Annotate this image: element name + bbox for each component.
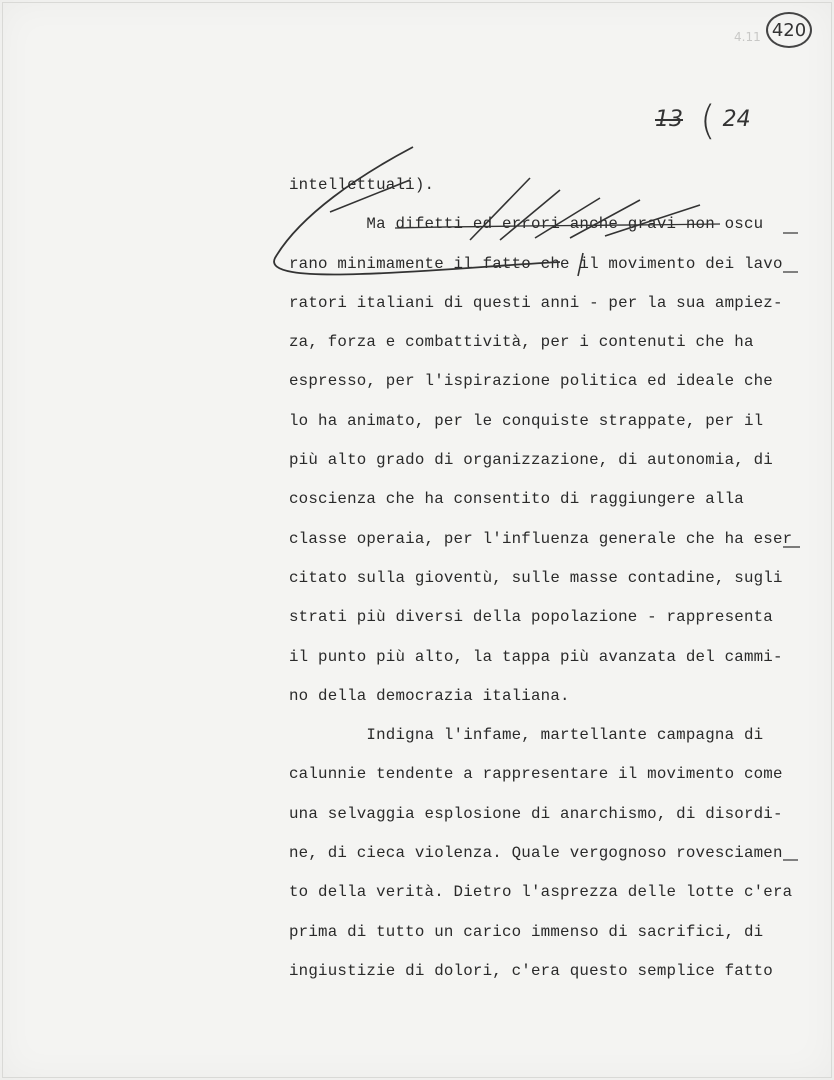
current-page-number: 24 [722,107,751,132]
typed-line: coscienza che ha consentito di raggiungere alla [289,490,744,509]
typed-line: citato sulla gioventù, sulle masse contadine, sugli [289,568,783,587]
archive-page-number [766,12,812,48]
typed-line: il punto più alto, la tappa più avanzata del cammi- [289,647,783,666]
handwritten-bracket: ( [700,98,716,144]
typed-line: ingiustizie di dolori, c'era questo semplice fatto [289,961,773,980]
typed-line: una selvaggia esplosione di anarchismo, di disordi- [289,804,783,823]
typed-line: Indigna l'infame, martellante campagna di [289,726,764,745]
typed-line: prima di tutto un carico immenso di sacrifici, di [289,922,764,941]
typed-line: no della democrazia italiana. [289,686,570,705]
typed-line: intellettuali). [289,176,435,194]
typed-line: lo ha animato, per le conquiste strappate, per il [289,411,764,430]
typed-line: Ma difetti ed errori anche gravi non oscu [289,215,764,234]
typed-line: espresso, per l'ispirazione politica ed ideale che [289,372,773,391]
typed-line: classe operaia, per l'influenza generale che ha eser [289,529,793,548]
typed-line: rano minimamente il fatto che il movimento dei lavo [289,254,783,273]
typed-text-body [289,170,814,995]
faint-pencil-number: 4.11 [734,30,761,44]
struck-page-number: 13 [655,107,683,132]
typed-line: più alto grado di organizzazione, di autonomia, di [289,451,773,470]
typed-line: za, forza e combattività, per i contenuti che ha [289,333,754,352]
typed-line: calunnie tendente a rappresentare il movimento come [289,765,783,784]
typed-line: strati più diversi della popolazione - rappresenta [289,608,773,627]
handwritten-page-number [655,90,751,144]
archive-number-text: 420 [771,19,807,41]
typed-line: ne, di cieca violenza. Quale vergognoso rovesciamen [289,844,783,863]
typed-line: ratori italiani di questi anni - per la sua ampiez- [289,293,783,312]
typed-line: to della verità. Dietro l'asprezza delle lotte c'era [289,883,793,902]
archive-number-circle [766,12,812,48]
